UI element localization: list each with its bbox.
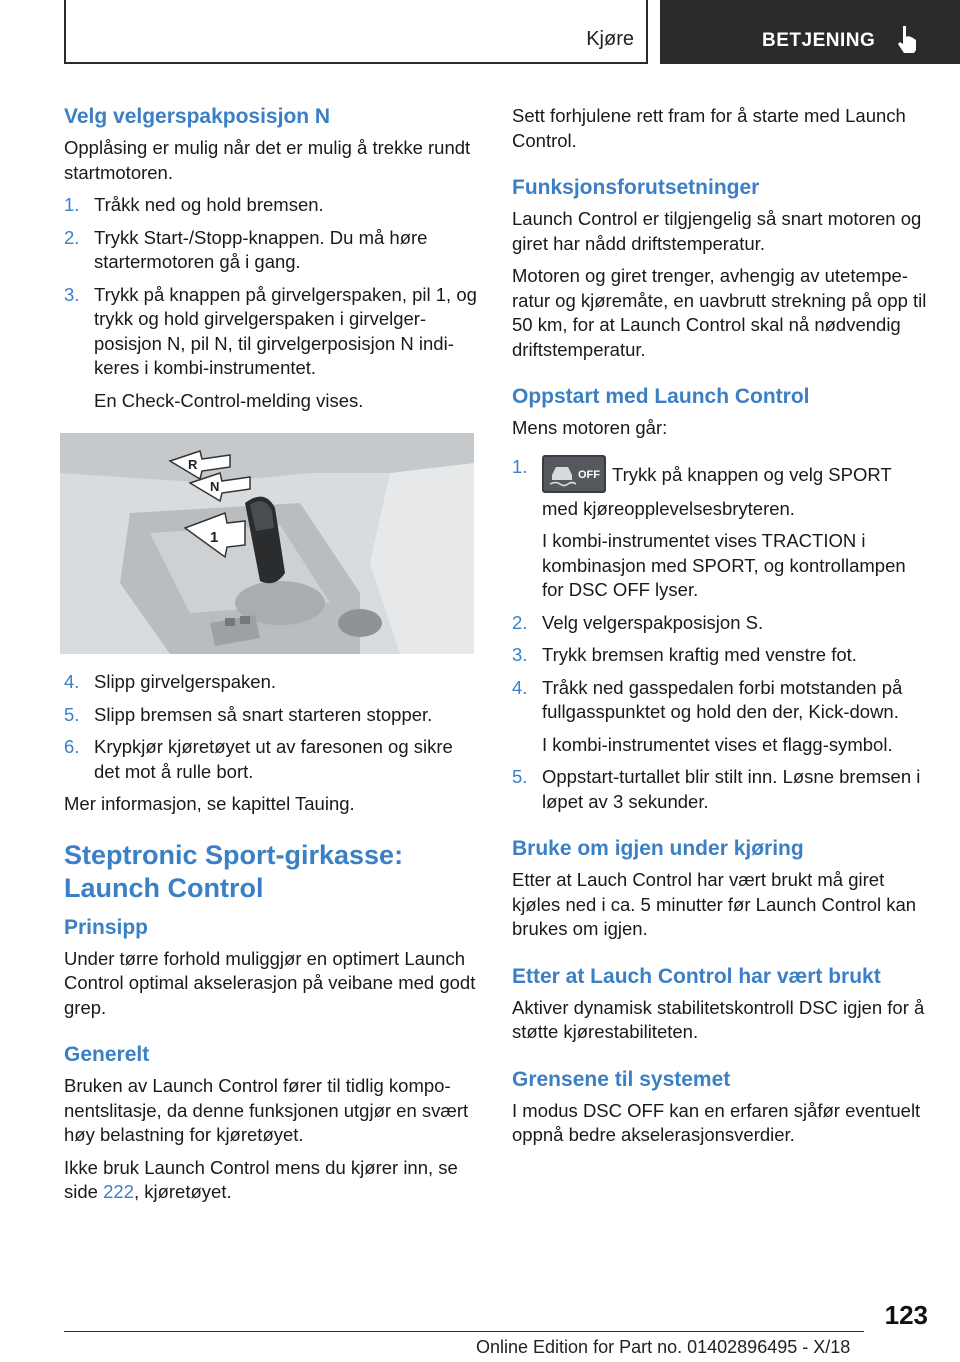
step-number: 2.	[64, 226, 80, 248]
list-item	[512, 765, 928, 814]
list-item	[512, 611, 928, 636]
list-item	[64, 703, 480, 728]
figure-label-1: 1	[210, 529, 219, 546]
step-number: 4.	[512, 676, 528, 698]
heading-funksjon: Funksjonsforutsetninger	[512, 176, 760, 199]
list-item	[512, 643, 928, 668]
step-text: Trykk bremsen kraftig med venstre fot.	[542, 644, 857, 665]
heading-grensene: Grensene til systemet	[512, 1067, 731, 1091]
paragraph-bruke: Etter at Lauch Control har vært brukt må giret kjøles ned i ca. 5 minutter før Launch Control kan brukes om igjen.	[512, 869, 917, 939]
left-column	[64, 104, 480, 1213]
paragraph-opplasing: Opplåsing er mulig når det er mulig å trekke rundt startmotoren.	[64, 137, 471, 183]
list-item	[64, 283, 480, 414]
ikke-text-b: , kjøretøyet.	[133, 1181, 232, 1202]
heading-steptronic: Steptronic Sport-girkasse: Launch Control	[64, 839, 404, 903]
ikke-text-a: Ikke bruk Launch Control mens du kjører inn, se side	[64, 1156, 458, 1202]
paragraph-funksjon-1: Launch Control er tilgjengelig så snart motoren og giret har nådd driftstemperatur.	[512, 208, 922, 254]
heading-prinsipp: Prinsipp	[64, 915, 149, 939]
paragraph-generelt: Bruken av Launch Control fører til tidlig komponentslitasje, da denne funksjonen utgjør en svært høy belastning for kjøretøyet.	[64, 1075, 469, 1145]
hand-pointer-icon	[894, 24, 920, 54]
header-chapter-tab[interactable]	[660, 0, 960, 64]
paragraph-funksjon-2: Motoren og giret trenger, avhengig av utetemperatur og kjøremåte, en uavbrutt strekning på opp til 50 km, for at Launch Control skal nå nødvendig driftstemperatur.	[512, 265, 927, 360]
figure-label-n: N	[210, 479, 220, 494]
list-item	[64, 670, 480, 695]
steps-list-a	[64, 193, 480, 413]
step-number: 3.	[64, 283, 80, 305]
step-note: En Check-Control-melding vises.	[94, 389, 364, 411]
step-number: 5.	[64, 703, 80, 725]
list-item	[64, 193, 480, 218]
paragraph-sett: Sett forhjulene rett fram for å starte med Launch Control.	[512, 105, 906, 151]
heading-etter: Etter at Lauch Control har vært brukt	[512, 964, 881, 988]
step-note: I kombi-instrumentet vises TRACTION i kombinasjon med SPORT, og kontrollampen for DSC OFF lyser.	[542, 530, 906, 600]
step-text: Slipp bremsen så snart starteren stopper.	[94, 703, 433, 725]
step-number: 2.	[512, 611, 528, 633]
chapter-title: BETJENING	[762, 30, 876, 51]
step-text: Oppstart-turtallet blir stilt inn. Løsne bremsen i løpet av 3 sekunder.	[542, 766, 921, 812]
step-text: Tråkk ned gasspedalen forbi motstanden på fullgasspunktet og hold den der, Kick-down.	[542, 676, 903, 722]
step-number: 6.	[64, 736, 80, 757]
step-number: 5.	[512, 766, 528, 787]
step-text: Trykk på knappen og velg SPORT med kjøreopplevelsesbryteren.	[542, 463, 892, 519]
step-text: Trykk på knappen på girvelgerspaken, pil 1, og trykk og hold girvelgerspaken i girvelgerposisjon N, pil N, til girvelgerposisjon N indikeres i kombi-instrumentet.	[94, 283, 477, 378]
footer-divider	[64, 1331, 864, 1332]
step-text: Slipp girvelgerspaken.	[94, 671, 277, 692]
step-text: Tråkk ned og hold bremsen.	[94, 194, 324, 215]
heading-velg-n: Velg velgerspakposisjon N	[64, 105, 331, 128]
paragraph-mens: Mens motoren går:	[512, 417, 668, 438]
paragraph-prinsipp: Under tørre forhold muliggjør en optimert Launch Control optimal akselerasjon på veibane med godt grep.	[64, 947, 476, 1018]
right-column	[512, 104, 928, 1156]
step-text: Krypkjør kjøretøyet ut av faresonen og sikre det mot å rulle bort.	[94, 736, 453, 782]
gear-selector-figure	[60, 433, 474, 654]
page-number: 123	[884, 1300, 928, 1330]
step-number: 1.	[64, 194, 80, 215]
step-number: 4.	[64, 671, 80, 692]
step-text: Velg velgerspakposisjon S.	[542, 611, 764, 633]
step-text: Trykk Start-/Stopp-knappen. Du må høre startermotoren gå i gang.	[94, 226, 428, 272]
section-title: Kjøre	[586, 28, 634, 50]
paragraph-mer-informasjon: Mer informasjon, se kapittel Tauing.	[64, 793, 355, 814]
page-link[interactable]: 222	[103, 1181, 134, 1202]
heading-bruke: Bruke om igjen under kjøring	[512, 837, 804, 860]
header-section-box	[64, 0, 648, 64]
paragraph-etter: Aktiver dynamisk stabilitetskontroll DSC igjen for å støtte kjørestabiliteten.	[512, 996, 925, 1042]
button-label: OFF	[578, 468, 600, 481]
heading-generelt: Generelt	[64, 1043, 150, 1066]
list-item	[64, 226, 480, 275]
heading-oppstart: Oppstart med Launch Control	[512, 385, 810, 408]
figure-label-r: R	[188, 457, 198, 472]
step-note: I kombi-instrumentet vises et flagg-symbol.	[542, 733, 893, 755]
steps-list-launch	[512, 455, 928, 815]
paragraph-ikke-bruk	[64, 1156, 480, 1205]
step-number: 1.	[512, 455, 528, 477]
list-item	[512, 676, 928, 758]
dsc-off-button-icon	[542, 455, 606, 493]
paragraph-grensene: I modus DSC OFF kan en erfaren sjåfør eventuelt oppnå bedre akselerasjonsverdier.	[512, 1099, 921, 1145]
list-item	[64, 735, 480, 784]
step-number: 3.	[512, 644, 528, 665]
list-item	[512, 455, 928, 603]
footer-edition: Online Edition for Part no. 01402896495 - X/18	[476, 1337, 851, 1357]
steps-list-b	[64, 670, 480, 784]
